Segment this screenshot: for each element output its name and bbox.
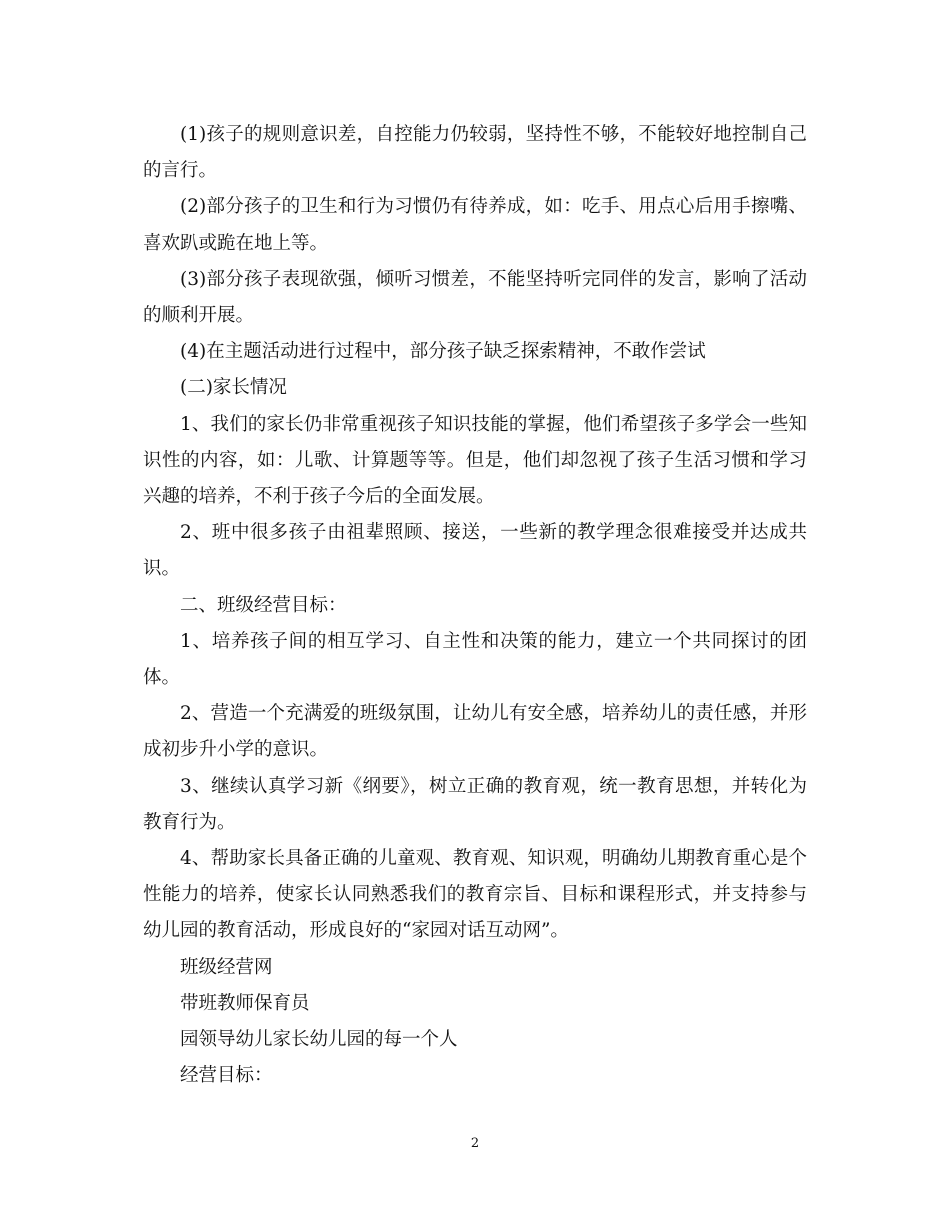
line-class-network: 班级经营网 [180,956,273,978]
paragraph-exploration: (4)在主题活动进行过程中，部分孩子缺乏探索精神，不敢作尝试 [180,341,706,363]
paragraph-hygiene-habits: (2)部分孩子的卫生和行为习惯仍有待养成，如：吃手、用点心后用手擦嘴、喜欢趴或跪在地上等。 [143,196,807,254]
heading-parent-situation: (二)家长情况 [180,377,287,399]
paragraph-goal-4: 4、帮助家长具备正确的儿童观、教育观、知识观，明确幼儿期教育重心是个性能力的培养，使家长认同熟悉我们的教育宗旨、目标和课程形式，并支持参与幼儿园的教育活动，形成良好的“家园对话互动网”。 [143,848,807,942]
paragraph-goal-1: 1、培养孩子间的相互学习、自主性和决策的能力，建立一个共同探讨的团体。 [143,630,807,689]
line-teachers: 带班教师保育员 [180,992,310,1014]
paragraph-listening-habits: (3)部分孩子表现欲强，倾听习惯差，不能坚持听完同伴的发言，影响了活动的顺利开展。 [143,268,807,327]
document-body [143,117,807,1094]
page-number: 2 [470,1136,480,1151]
line-everyone: 园领导幼儿家长幼儿园的每一个人 [180,1029,458,1051]
paragraph-goal-3: 3、继续认真学习新《纲要》，树立正确的教育观，统一教育思想，并转化为教育行为。 [143,775,807,833]
paragraph-grandparents: 2、班中很多孩子由祖辈照顾、接送，一些新的教学理念很难接受并达成共识。 [143,522,807,580]
paragraph-parent-knowledge: 1、我们的家长仍非常重视孩子知识技能的掌握，他们希望孩子多学会一些知识性的内容，如：儿歌、计算题等等。但是，他们却忽视了孩子生活习惯和学习兴趣的培养，不利于孩子今后的全面发展。 [143,413,807,508]
paragraph-goal-2: 2、营造一个充满爱的班级氛围，让幼儿有安全感，培养幼儿的责任感，并形成初步升小学的意识。 [143,703,807,761]
paragraph-rule-awareness: (1)孩子的规则意识差，自控能力仍较弱，坚持性不够，不能较好地控制自己的言行。 [143,124,807,182]
line-management-goals: 经营目标： [180,1065,273,1087]
heading-class-goals: 二、班级经营目标： [180,594,347,616]
